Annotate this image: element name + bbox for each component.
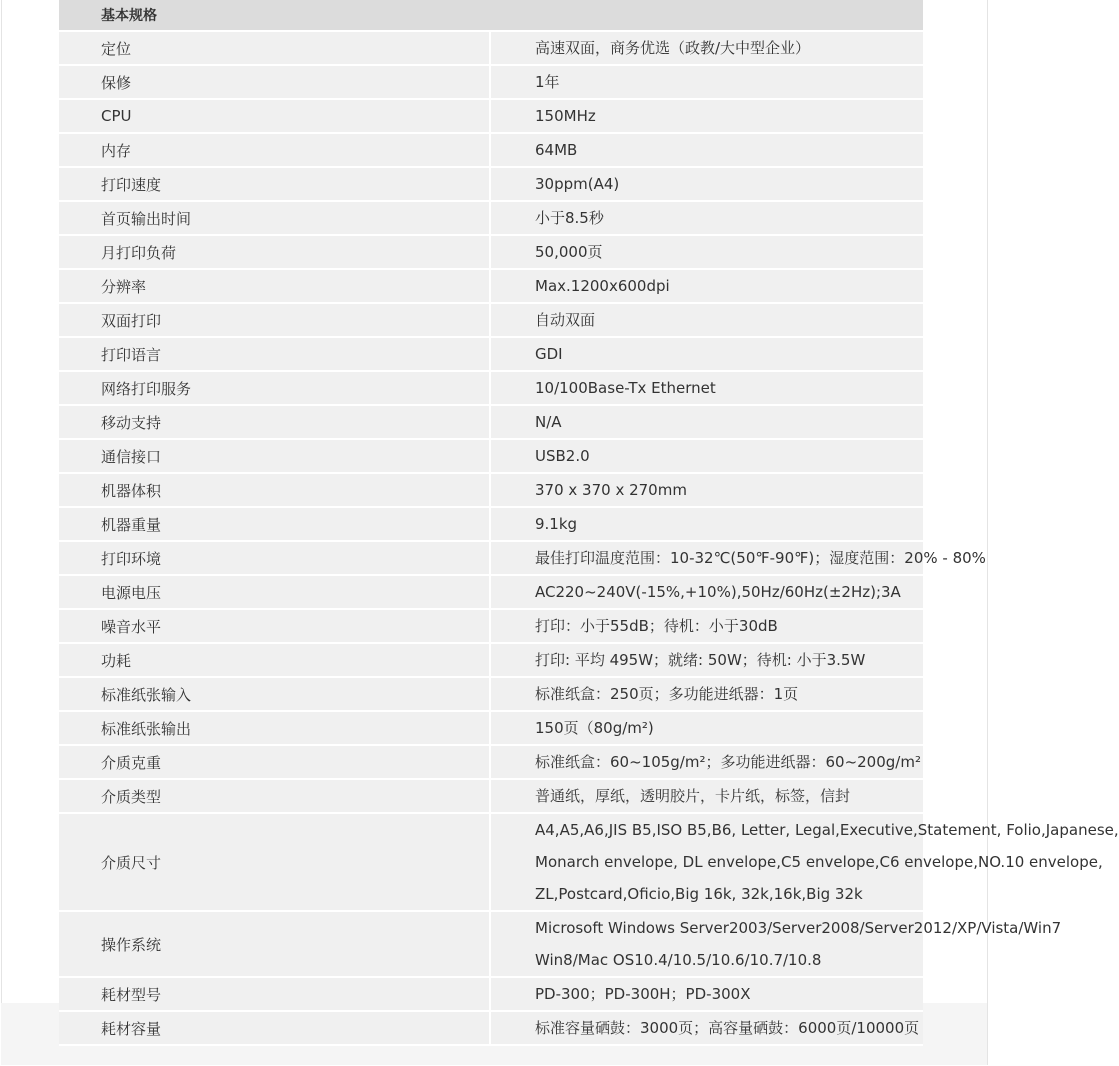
spec-label: 操作系统 [59, 912, 491, 978]
spec-value-line: GDI [535, 345, 563, 363]
spec-value [491, 912, 1062, 978]
spec-value-line: 1年 [535, 73, 560, 91]
spec-value [491, 66, 923, 100]
spec-value [491, 474, 923, 508]
spec-value-line: 370 x 370 x 270mm [535, 481, 687, 499]
spec-label: 月打印负荷 [59, 236, 491, 270]
spec-label: 噪音水平 [59, 610, 491, 644]
spec-row [59, 168, 923, 202]
spec-label: 标准纸张输入 [59, 678, 491, 712]
spec-label: 保修 [59, 66, 491, 100]
spec-value-line: 最佳打印温度范围：10-32℃(50℉-90℉)；湿度范围：20% - 80% [535, 549, 986, 567]
spec-row [59, 780, 923, 814]
spec-value [491, 304, 923, 338]
spec-value-line: AC220~240V(-15%,+10%),50Hz/60Hz(±2Hz);3A [535, 583, 901, 601]
spec-label: 机器重量 [59, 508, 491, 542]
spec-label: 首页输出时间 [59, 202, 491, 236]
spec-value-line: Monarch envelope, DL envelope,C5 envelope,C6 envelope,NO.10 envelope, [535, 853, 1103, 871]
spec-label: 通信接口 [59, 440, 491, 474]
spec-label: 介质类型 [59, 780, 491, 814]
spec-value [491, 644, 923, 678]
spec-value [491, 372, 923, 406]
spec-row [59, 202, 923, 236]
spec-value-line: 150MHz [535, 107, 596, 125]
spec-value-line: 小于8.5秒 [535, 209, 604, 227]
spec-label: 定位 [59, 32, 491, 66]
spec-row [59, 236, 923, 270]
spec-value [491, 236, 923, 270]
section-title: 基本规格 [59, 0, 923, 32]
spec-value-line: 打印：小于55dB；待机：小于30dB [535, 617, 778, 635]
spec-label: 标准纸张输出 [59, 712, 491, 746]
spec-label: 介质克重 [59, 746, 491, 780]
spec-value-line: PD-300；PD-300H；PD-300X [535, 985, 751, 1003]
spec-value-line: Max.1200x600dpi [535, 277, 670, 295]
spec-value [491, 508, 923, 542]
spec-label: 电源电压 [59, 576, 491, 610]
spec-value-line: 10/100Base-Tx Ethernet [535, 379, 716, 397]
spec-label: 机器体积 [59, 474, 491, 508]
spec-value [491, 134, 923, 168]
spec-value [491, 576, 923, 610]
spec-row [59, 610, 923, 644]
spec-value-line: 9.1kg [535, 515, 578, 533]
spec-label: 网络打印服务 [59, 372, 491, 406]
spec-value [491, 32, 923, 66]
spec-row [59, 270, 923, 304]
spec-value [491, 978, 923, 1012]
spec-label: 打印环境 [59, 542, 491, 576]
spec-label: 功耗 [59, 644, 491, 678]
spec-value [491, 780, 923, 814]
spec-value-line: Win8/Mac OS10.4/10.5/10.6/10.7/10.8 [535, 951, 822, 969]
spec-table-body [59, 32, 1119, 1046]
spec-value [491, 1012, 923, 1046]
spec-value-line: 标准纸盒：250页；多功能进纸器：1页 [535, 685, 799, 703]
spec-value-line: N/A [535, 413, 562, 431]
spec-label: 内存 [59, 134, 491, 168]
spec-value-line: A4,A5,A6,JIS B5,ISO B5,B6, Letter, Legal,Executive,Statement, Folio,Japanese, [535, 821, 1119, 839]
spec-label: 耗材容量 [59, 1012, 491, 1046]
spec-label: 打印语言 [59, 338, 491, 372]
spec-value [491, 406, 923, 440]
spec-row [59, 912, 923, 978]
spec-value [491, 678, 923, 712]
spec-value [491, 338, 923, 372]
spec-table [59, 0, 1119, 1046]
spec-row [59, 338, 923, 372]
spec-label: 打印速度 [59, 168, 491, 202]
spec-row [59, 508, 923, 542]
spec-value [491, 746, 923, 780]
spec-row [59, 1012, 923, 1046]
spec-row [59, 66, 923, 100]
spec-row [59, 644, 923, 678]
spec-row [59, 406, 923, 440]
spec-row [59, 440, 923, 474]
spec-value-line: 50,000页 [535, 243, 603, 261]
spec-label: CPU [59, 100, 491, 134]
spec-value-line: Microsoft Windows Server2003/Server2008/Server2012/XP/Vista/Win7 [535, 919, 1062, 937]
spec-value [491, 814, 1119, 912]
spec-row [59, 678, 923, 712]
spec-label: 耗材型号 [59, 978, 491, 1012]
spec-label: 双面打印 [59, 304, 491, 338]
spec-value [491, 440, 923, 474]
spec-header-row [59, 0, 923, 32]
spec-value [491, 712, 923, 746]
spec-value-line: USB2.0 [535, 447, 590, 465]
spec-value [491, 168, 923, 202]
spec-value-line: 标准纸盒：60~105g/m²；多功能进纸器：60~200g/m² [535, 753, 921, 771]
spec-row [59, 814, 923, 912]
spec-value [491, 610, 923, 644]
spec-value-line: 打印: 平均 495W；就绪: 50W；待机: 小于3.5W [535, 651, 866, 669]
spec-row [59, 32, 923, 66]
spec-value-line: 普通纸，厚纸，透明胶片，卡片纸，标签，信封 [535, 787, 851, 805]
spec-value-line: 标准容量硒鼓：3000页；高容量硒鼓：6000页/10000页 [535, 1019, 920, 1037]
spec-row [59, 100, 923, 134]
spec-value [491, 202, 923, 236]
spec-row [59, 474, 923, 508]
spec-value-line: 30ppm(A4) [535, 175, 620, 193]
spec-label: 分辨率 [59, 270, 491, 304]
spec-row [59, 712, 923, 746]
spec-label: 移动支持 [59, 406, 491, 440]
spec-value [491, 100, 923, 134]
spec-row [59, 978, 923, 1012]
spec-row [59, 576, 923, 610]
spec-value [491, 270, 923, 304]
spec-value [491, 542, 986, 576]
spec-value-line: 高速双面，商务优选（政教/大中型企业） [535, 39, 811, 57]
spec-value-line: 150页（80g/m²) [535, 719, 654, 737]
spec-row [59, 372, 923, 406]
spec-value-line: 64MB [535, 141, 578, 159]
spec-row [59, 134, 923, 168]
spec-row [59, 746, 923, 780]
spec-label: 介质尺寸 [59, 814, 491, 912]
spec-value-line: 自动双面 [535, 311, 596, 329]
spec-row [59, 542, 923, 576]
spec-row [59, 304, 923, 338]
spec-value-line: ZL,Postcard,Oficio,Big 16k, 32k,16k,Big 32k [535, 885, 863, 903]
